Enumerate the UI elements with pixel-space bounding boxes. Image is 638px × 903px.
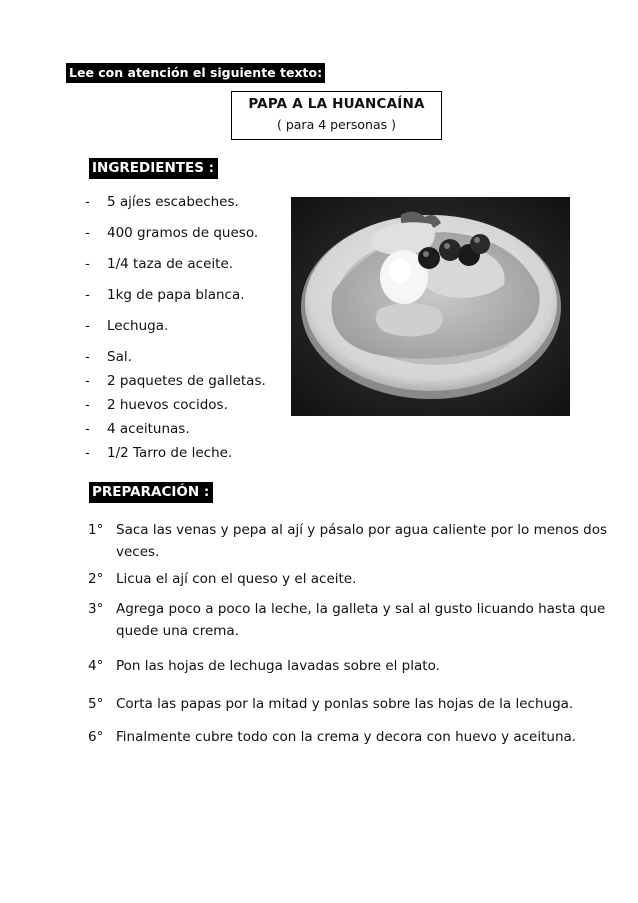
ingredient-text: 1kg de papa blanca. [107,287,245,303]
list-dash: - [85,194,90,210]
ingredients-heading: INGREDIENTES : [89,158,218,179]
instruction-text: Lee con atención el siguiente texto: [66,63,325,83]
ingredient-item [85,373,266,389]
step-number: 2° [88,571,104,587]
step-text: Licua el ají con el queso y el aceite. [116,571,357,587]
list-dash: - [85,256,90,272]
list-dash: - [85,225,90,241]
recipe-title-box [231,91,442,140]
list-item [88,655,628,677]
ingredient-item [85,397,228,413]
ingredient-text: 1/4 taza de aceite. [107,256,234,272]
ingredient-text: 5 ajíes escabeches. [107,194,239,210]
step-number: 5° [88,696,104,712]
list-item [88,519,628,563]
step-number: 1° [88,522,104,538]
ingredient-text: Sal. [107,349,132,365]
step-text: Saca las venas y pepa al ají y pásalo por agua caliente por lo menos dos veces. [116,522,608,560]
ingredient-text: 2 paquetes de galletas. [107,373,266,389]
ingredient-item [85,287,245,303]
ingredient-item [85,318,168,334]
step-text: Pon las hojas de lechuga lavadas sobre el plato. [116,658,440,674]
step-number: 4° [88,658,104,674]
list-dash: - [85,397,90,413]
list-dash: - [85,318,90,334]
ingredient-item [85,256,233,272]
ingredient-item [85,194,239,210]
dish-photo-icon [291,197,570,416]
list-item [88,693,628,715]
list-item [88,568,628,590]
ingredient-item [85,445,232,461]
list-dash: - [85,287,90,303]
ingredient-text: 2 huevos cocidos. [107,397,228,413]
list-item [88,726,628,748]
ingredient-item [85,225,258,241]
ingredient-text: 400 gramos de queso. [107,225,259,241]
step-text: Finalmente cubre todo con la crema y decora con huevo y aceituna. [116,729,577,745]
recipe-servings: ( para 4 personas ) [276,117,396,132]
ingredient-text: 1/2 Tarro de leche. [107,445,233,461]
step-text: Corta las papas por la mitad y ponlas sobre las hojas de la lechuga. [116,696,574,712]
recipe-title: PAPA A LA HUANCAÍNA [248,96,425,112]
step-text: Agrega poco a poco la leche, la galleta y sal al gusto licuando hasta que quede una crema. [116,601,606,639]
list-dash: - [85,349,90,365]
step-number: 3° [88,601,104,617]
list-item [88,598,628,642]
list-dash: - [85,373,90,389]
list-dash: - [85,445,90,461]
list-dash: - [85,421,90,437]
ingredient-text: Lechuga. [107,318,169,334]
ingredient-item [85,421,190,437]
step-number: 6° [88,729,104,745]
preparation-heading: PREPARACIÓN : [89,482,213,503]
ingredient-item [85,349,132,365]
ingredient-text: 4 aceitunas. [107,421,190,437]
